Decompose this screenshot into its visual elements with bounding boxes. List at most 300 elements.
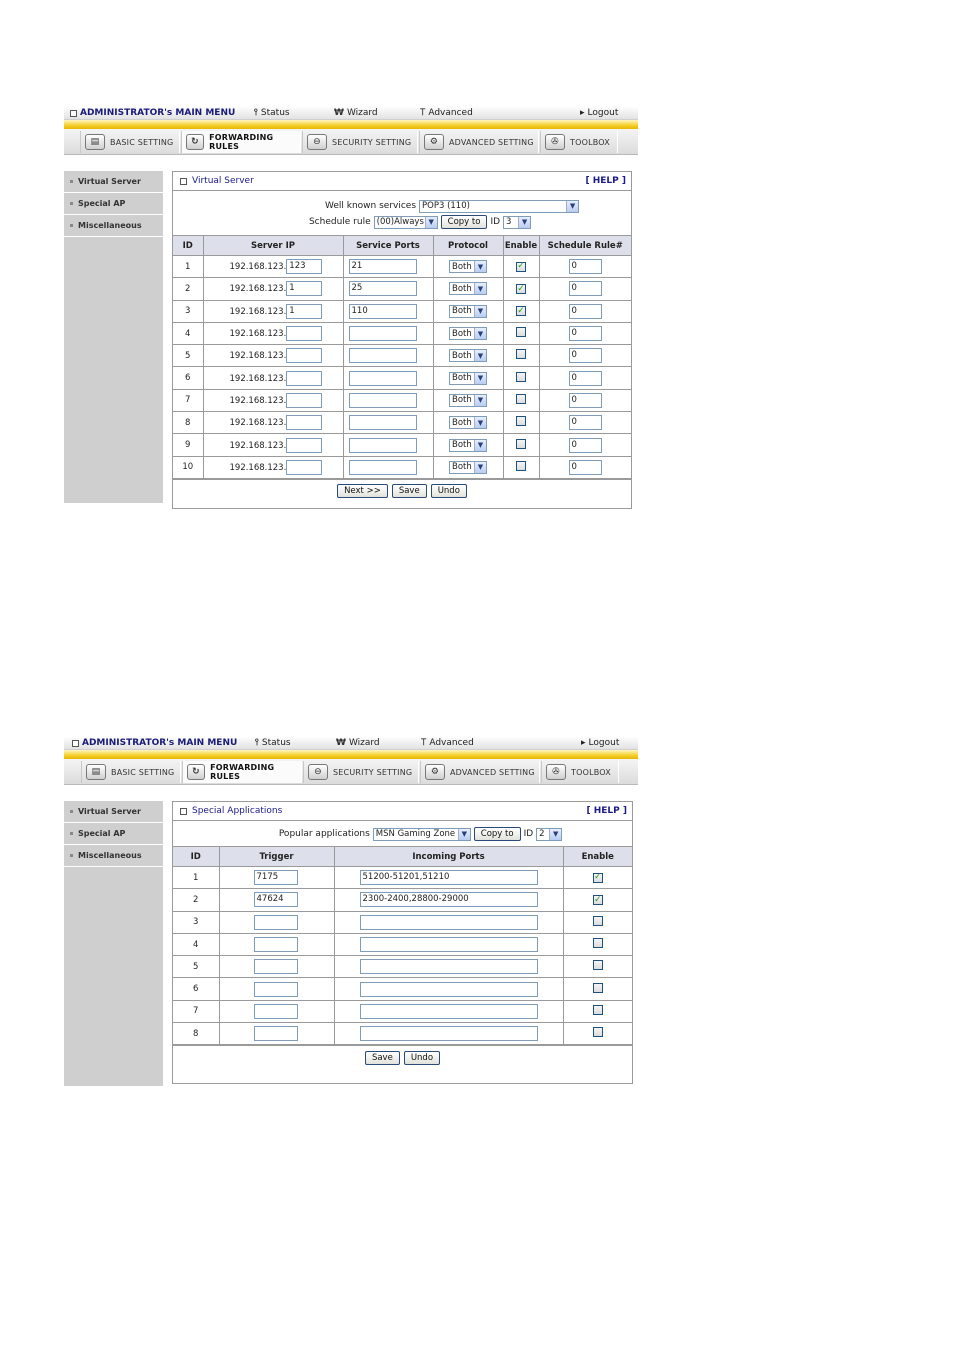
sidebar [64,801,163,1086]
table-row [173,256,631,278]
trigger-cell [219,1023,334,1045]
table-row [173,322,631,344]
status-icon: ⫯ [254,108,258,118]
schedule-rule-input[interactable]: 0 [569,348,602,363]
chevron-down-icon: ▼ [566,201,578,212]
ip-prefix: 192.168.123. [229,329,287,340]
sidebar-item-miscellaneous[interactable]: Miscellaneous [64,215,163,237]
admin-main-menu[interactable]: ADMINISTRATOR's MAIN MENU [70,108,235,118]
incoming-ports-input[interactable]: 51200-51201,51210 [360,870,538,885]
row-id: 2 [173,889,219,911]
chevron-down-icon: ▼ [474,440,486,451]
bullet-icon [70,832,73,835]
enable-cell [563,889,632,911]
undo-button[interactable]: Undo [404,1051,440,1065]
chevron-down-icon: ▼ [549,829,561,840]
protocol-select[interactable]: Both ▼ [449,327,487,340]
table-row [173,278,631,300]
enable-checkbox[interactable] [593,1027,603,1037]
schedule-rule-cell [539,278,631,300]
well-known-row: Well known services POP3 (110) ▼ [173,198,631,214]
server-ip-input[interactable] [286,415,322,430]
schedule-rule-cell [539,256,631,278]
row-id: 5 [173,345,203,367]
service-ports-input[interactable] [349,371,417,386]
virtual-server-panel [172,171,632,509]
row-id: 1 [173,256,203,278]
main-tabs [64,129,638,155]
special-applications-panel [172,801,633,1084]
sidebar [64,171,163,503]
status-icon: ⫯ [255,738,259,748]
server-ip-cell [203,345,343,367]
panel-header [173,172,631,191]
service-ports-input[interactable] [349,393,417,408]
copy-to-button[interactable]: Copy to [474,827,521,841]
bullet-icon [70,810,73,813]
schedule-rule-input[interactable]: 0 [569,460,602,475]
server-ip-cell [203,322,343,344]
row-id: 1 [173,867,219,889]
ip-prefix: 192.168.123. [229,284,287,295]
enable-cell [503,389,539,411]
enable-cell [503,300,539,322]
incoming-ports-cell [334,1000,563,1022]
server-ip-cell [203,367,343,389]
panel-square-icon [180,178,187,185]
service-ports-cell [343,256,433,278]
enable-cell [503,322,539,344]
server-ip-input[interactable]: 1 [286,281,322,296]
schedule-rule-input[interactable]: 0 [569,281,602,296]
protocol-cell [433,456,503,478]
bullet-icon [70,854,73,857]
protocol-cell [433,300,503,322]
enable-cell [503,278,539,300]
row-id: 6 [173,367,203,389]
schedule-rule-cell [539,412,631,434]
enable-cell [503,345,539,367]
row-id: 4 [173,933,219,955]
chevron-down-icon: ▼ [474,417,486,428]
incoming-ports-cell [334,911,563,933]
arrow-right-icon: ▸ [580,108,585,118]
row-id: 8 [173,412,203,434]
ip-prefix: 192.168.123. [229,262,287,273]
tab-forwarding-rules[interactable]: ↻ FORWARDING RULES [181,131,301,153]
protocol-cell [433,345,503,367]
folder-icon: ▤ [86,764,106,780]
server-ip-input[interactable] [286,326,322,341]
virtual-server-screen [64,106,638,503]
schedule-rule-cell [539,456,631,478]
accent-strip [64,120,638,129]
service-ports-cell [343,345,433,367]
server-ip-cell [203,389,343,411]
tab-toolbox[interactable]: ✇ TOOLBOX [540,131,618,153]
row-id: 9 [173,434,203,456]
trigger-cell [219,889,334,911]
server-ip-cell [203,456,343,478]
incoming-ports-cell [334,978,563,1000]
row-id: 4 [173,322,203,344]
sidebar-item-miscellaneous[interactable]: Miscellaneous [64,845,163,867]
tab-advanced-setting[interactable]: ⚙ ADVANCED SETTING [419,131,539,153]
table-row [173,434,631,456]
enable-checkbox[interactable] [516,416,526,426]
table-row [173,911,632,933]
trigger-input[interactable] [254,915,298,930]
schedule-rule-input[interactable]: 0 [569,393,602,408]
enable-checkbox[interactable]: ✓ [593,872,602,883]
help-link[interactable]: [ HELP ] [586,806,627,816]
chevron-down-icon: ▼ [474,306,486,317]
panel-header [173,802,632,821]
bullet-icon [70,224,73,227]
row-id: 3 [173,300,203,322]
forward-icon: ↻ [186,134,204,150]
chevron-down-icon: ▼ [474,350,486,361]
schedule-rule-cell [539,345,631,367]
trigger-input[interactable] [254,982,298,997]
enable-checkbox[interactable] [516,349,526,359]
wizard-link[interactable]: ₩ Wizard [336,738,380,748]
enable-checkbox[interactable] [593,1005,603,1015]
incoming-ports-cell [334,933,563,955]
server-ip-input[interactable] [286,393,322,408]
schedule-rule-input[interactable]: 0 [569,371,602,386]
row-id: 7 [173,1000,219,1022]
trigger-input[interactable] [254,959,298,974]
gears-icon: ⚙ [425,764,445,780]
ip-prefix: 192.168.123. [229,418,287,429]
trigger-input[interactable]: 7175 [254,870,298,885]
incoming-ports-input[interactable]: 2300-2400,28800-29000 [360,892,538,907]
trigger-cell [219,978,334,1000]
wizard-icon: ₩ [336,738,346,748]
well-known-select[interactable]: POP3 (110) ▼ [419,200,579,213]
schedule-select[interactable]: (00)Always ▼ [374,216,438,229]
table-row [173,956,632,978]
trigger-cell [219,933,334,955]
table-row [173,1000,632,1022]
undo-button[interactable]: Undo [431,484,467,498]
row-id: 3 [173,911,219,933]
incoming-ports-input[interactable] [360,915,538,930]
panel-square-icon [180,808,187,815]
advanced-icon: ⟙ [421,738,427,748]
service-ports-cell [343,389,433,411]
protocol-select[interactable]: Both ▼ [449,416,487,429]
sidebar-item-virtual-server[interactable]: Virtual Server [64,171,163,193]
service-ports-cell [343,456,433,478]
table-row [173,367,631,389]
server-ip-input[interactable]: 123 [286,259,322,274]
id-select[interactable]: 2 ▼ [536,828,562,841]
trigger-input[interactable] [254,1026,298,1041]
service-ports-input[interactable] [349,348,417,363]
admin-main-menu[interactable]: ADMINISTRATOR's MAIN MENU [72,738,237,748]
protocol-select[interactable]: Both ▼ [449,439,487,452]
panel-title: Special Applications [192,806,283,816]
service-ports-input[interactable] [349,438,417,453]
incoming-ports-cell [334,1023,563,1045]
top-menu-bar [64,736,638,750]
status-link[interactable]: ⫯ Status [255,738,291,748]
protocol-select[interactable]: Both ▼ [449,461,487,474]
ip-prefix: 192.168.123. [229,462,287,473]
schedule-row: Schedule rule (00)Always ▼ Copy to ID 3 ▼ [173,214,631,230]
server-ip-input[interactable] [286,460,322,475]
ip-prefix: 192.168.123. [229,351,287,362]
chevron-down-icon: ▼ [474,261,486,272]
enable-cell [503,434,539,456]
trigger-cell [219,956,334,978]
forward-icon: ↻ [187,764,205,780]
trigger-cell [219,911,334,933]
chevron-down-icon: ▼ [518,217,530,228]
advanced-icon: ⟙ [420,108,426,118]
incoming-ports-cell [334,956,563,978]
wizard-icon: ₩ [334,108,344,118]
table-row [173,412,631,434]
lock-icon: ⊖ [307,134,327,150]
sidebar-item-special-ap[interactable]: Special AP [64,823,163,845]
advanced-link[interactable]: ⟙ Advanced [421,738,474,748]
protocol-cell [433,434,503,456]
protocol-cell [433,367,503,389]
protocol-select[interactable]: Both ▼ [449,349,487,362]
incoming-ports-input[interactable] [360,1004,538,1019]
menu-square-icon [72,740,79,747]
chevron-down-icon: ▼ [474,462,486,473]
panel-title: Virtual Server [192,176,254,186]
trigger-input[interactable] [254,937,298,952]
enable-checkbox[interactable]: ✓ [517,261,525,272]
server-ip-cell [203,256,343,278]
service-ports-input[interactable] [349,326,417,341]
protocol-select[interactable]: Both ▼ [449,394,487,407]
chevron-down-icon: ▼ [474,373,486,384]
service-ports-cell [343,300,433,322]
enable-checkbox[interactable] [593,960,603,970]
gears-icon: ⚙ [424,134,444,150]
enable-checkbox[interactable] [516,439,526,449]
protocol-cell [433,322,503,344]
table-row [173,456,631,478]
protocol-cell [433,412,503,434]
folder-icon: ▤ [85,134,105,150]
service-ports-input[interactable]: 21 [349,259,417,274]
schedule-rule-cell [539,434,631,456]
enable-checkbox[interactable] [516,394,526,404]
table-row [173,978,632,1000]
enable-cell [503,256,539,278]
enable-checkbox[interactable] [593,983,603,993]
schedule-rule-cell [539,322,631,344]
tab-advanced-setting[interactable]: ⚙ ADVANCED SETTING [420,761,540,783]
toolbox-icon: ✇ [546,764,566,780]
server-ip-cell [203,412,343,434]
arrow-right-icon: ▸ [581,738,586,748]
protocol-select[interactable]: Both ▼ [449,372,487,385]
logout-link[interactable]: ▸ Logout [581,738,620,748]
table-row [173,889,632,911]
table-row [173,933,632,955]
enable-checkbox[interactable]: ✓ [517,283,525,294]
table-row [173,1023,632,1045]
service-ports-cell [343,278,433,300]
enable-checkbox[interactable] [516,372,526,382]
ip-prefix: 192.168.123. [229,395,287,406]
popular-apps-row: Popular applications MSN Gaming Zone ▼ Copy to ID 2 ▼ [173,826,632,842]
enable-checkbox[interactable]: ✓ [517,305,525,316]
enable-cell [563,867,632,889]
service-ports-input[interactable]: 110 [349,304,417,319]
save-button[interactable]: Save [365,1051,400,1065]
special-applications-screen [64,736,638,1086]
enable-cell [563,978,632,1000]
row-id: 8 [173,1023,219,1045]
enable-cell [563,911,632,933]
logout-link[interactable]: ▸ Logout [580,108,619,118]
enable-cell [563,1000,632,1022]
enable-checkbox[interactable] [516,327,526,337]
next-button[interactable]: Next >> [337,484,388,498]
bullet-icon [70,202,73,205]
virtual-server-table: ID Server IP Service Ports Protocol Enable Schedule Rule# 1 192.168.123. 123 21 Both ▼ ✓ 0 2 192.168.123. 1 25 Both ▼ ✓ 0 3 192.168.123. 1 110 Both ▼ ✓ 0 4 192.168.123. Both ▼ 0 5 192.168.123. Both ▼ 0 6 192.168.123. Both ▼ 0 7 192.168.123. Both ▼ 0 8 192.168.123. Both ▼ 0 9 192.168.123. Both ▼ 0 10 192.168.123. Both ▼ 0 [173,235,631,479]
trigger-input[interactable]: 47624 [254,892,298,907]
table-row [173,389,631,411]
row-id: 6 [173,978,219,1000]
sidebar-item-virtual-server[interactable]: Virtual Server [64,801,163,823]
service-ports-input[interactable] [349,460,417,475]
server-ip-cell [203,434,343,456]
accent-strip [64,750,638,759]
service-ports-cell [343,367,433,389]
enable-cell [563,956,632,978]
row-id: 5 [173,956,219,978]
row-id: 7 [173,389,203,411]
advanced-link[interactable]: ⟙ Advanced [420,108,473,118]
protocol-select[interactable]: Both ▼ [449,282,487,295]
enable-checkbox[interactable] [593,916,603,926]
chevron-down-icon: ▼ [458,829,470,840]
incoming-ports-input[interactable] [360,1026,538,1041]
ip-prefix: 192.168.123. [229,373,287,384]
menu-square-icon [70,110,77,117]
lock-icon: ⊖ [308,764,328,780]
copy-to-button[interactable]: Copy to [441,215,488,229]
tab-forwarding-rules[interactable]: ↻ FORWARDING RULES [182,761,302,783]
chevron-down-icon: ▼ [474,283,486,294]
service-ports-cell [343,434,433,456]
trigger-input[interactable] [254,1004,298,1019]
tab-toolbox[interactable]: ✇ TOOLBOX [541,761,619,783]
sidebar-item-special-ap[interactable]: Special AP [64,193,163,215]
tab-security-setting[interactable]: ⊖ SECURITY SETTING [302,131,418,153]
trigger-cell [219,1000,334,1022]
tab-basic-setting[interactable]: ▤ BASIC SETTING [81,761,181,783]
top-menu-bar [64,106,638,120]
protocol-cell [433,389,503,411]
protocol-cell [433,278,503,300]
protocol-select[interactable]: Both ▼ [449,305,487,318]
status-link[interactable]: ⫯ Status [254,108,290,118]
chevron-down-icon: ▼ [474,395,486,406]
id-select[interactable]: 3 ▼ [503,216,531,229]
incoming-ports-cell [334,889,563,911]
table-row [173,300,631,322]
protocol-select[interactable]: Both ▼ [449,260,487,273]
service-ports-cell [343,322,433,344]
row-id: 10 [173,456,203,478]
ip-prefix: 192.168.123. [229,306,287,317]
row-id: 2 [173,278,203,300]
incoming-ports-input[interactable] [360,982,538,997]
schedule-rule-input[interactable]: 0 [569,438,602,453]
enable-cell [503,367,539,389]
schedule-rule-input[interactable]: 0 [569,259,602,274]
special-applications-actions [173,1045,632,1069]
help-link[interactable]: [ HELP ] [585,176,626,186]
schedule-rule-cell [539,389,631,411]
server-ip-input[interactable] [286,348,322,363]
service-ports-input[interactable] [349,415,417,430]
enable-checkbox[interactable]: ✓ [593,894,602,905]
incoming-ports-cell [334,867,563,889]
server-ip-input[interactable] [286,438,322,453]
schedule-rule-input[interactable]: 0 [569,304,602,319]
schedule-rule-cell [539,300,631,322]
schedule-rule-input[interactable]: 0 [569,326,602,341]
enable-cell [563,1023,632,1045]
enable-checkbox[interactable] [593,938,603,948]
main-tabs [64,759,638,785]
server-ip-cell [203,278,343,300]
schedule-rule-input[interactable]: 0 [569,415,602,430]
schedule-rule-cell [539,367,631,389]
server-ip-input[interactable] [286,371,322,386]
special-applications-table: ID Trigger Incoming Ports Enable 1 7175 51200-51201,51210 ✓ 2 47624 2300-2400,28800-29000 ✓ 3 4 5 6 7 8 [173,846,632,1045]
save-button[interactable]: Save [392,484,427,498]
virtual-server-actions [173,479,631,503]
enable-checkbox[interactable] [516,461,526,471]
trigger-cell [219,867,334,889]
enable-cell [503,456,539,478]
service-ports-input[interactable]: 25 [349,281,417,296]
tab-security-setting[interactable]: ⊖ SECURITY SETTING [303,761,419,783]
enable-cell [563,933,632,955]
toolbox-icon: ✇ [545,134,565,150]
server-ip-cell [203,300,343,322]
enable-cell [503,412,539,434]
incoming-ports-input[interactable] [360,937,538,952]
service-ports-cell [343,412,433,434]
table-row [173,345,631,367]
table-row [173,867,632,889]
wizard-link[interactable]: ₩ Wizard [334,108,378,118]
ip-prefix: 192.168.123. [229,440,287,451]
chevron-down-icon: ▼ [474,328,486,339]
server-ip-input[interactable]: 1 [286,304,322,319]
incoming-ports-input[interactable] [360,959,538,974]
protocol-cell [433,256,503,278]
popular-apps-select[interactable]: MSN Gaming Zone ▼ [373,828,471,841]
chevron-down-icon: ▼ [425,217,437,228]
bullet-icon [70,180,73,183]
tab-basic-setting[interactable]: ▤ BASIC SETTING [80,131,180,153]
